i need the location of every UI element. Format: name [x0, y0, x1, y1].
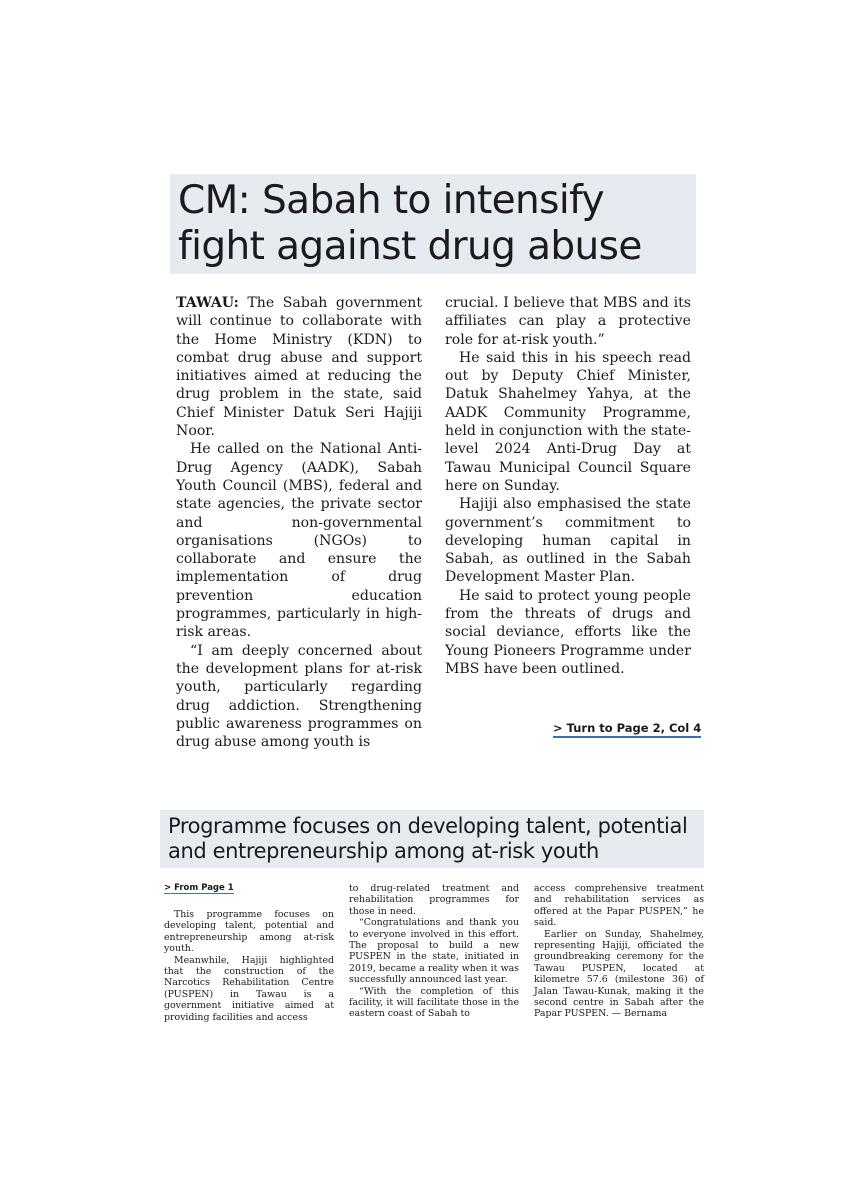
- article-1-paragraph: Hajiji also emphasised the state government’s commitment to developing human capital in Sabah, as outlined in the Sabah Development Master Plan.: [445, 496, 691, 586]
- from-page-label: > From Page 1: [164, 883, 234, 893]
- article-2-paragraph: Meanwhile, Hajiji highlighted that the construction of the Narcotics Rehabilitation Centre (PUSPEN) in Tawau is a government initiative aimed at providing facilities and access: [164, 954, 334, 1023]
- article-2-paragraph: “Congratulations and thank you to everyone involved in this effort. The proposal to build a new PUSPEN in the state, initiated in 2019, became a reality when it was successfully announced last year.: [349, 917, 519, 986]
- article-2-paragraph: This programme focuses on developing talent, potential and entrepreneurship among at-risk youth.: [164, 909, 334, 955]
- article-1-paragraph: He called on the National Anti-Drug Agency (AADK), Sabah Youth Council (MBS), federal and state agencies, the private sector and non-governmental organisations (NGOs) to collaborate and ensure the implementation of drug prevention education programmes, particularly in high-risk areas.: [176, 441, 422, 641]
- article-2-paragraph: access comprehensive treatment and rehabilitation services as offered at the Papar PUSPEN,” he said.: [534, 883, 704, 929]
- article-1-headline-band: [170, 174, 696, 274]
- article-2-paragraph: to drug-related treatment and rehabilitation programmes for those in need.: [349, 883, 519, 917]
- article-1-column-2: [445, 294, 691, 678]
- article-1-paragraph: He said to protect young people from the threats of drugs and social deviance, efforts like the Young Pioneers Programme under MBS have been outlined.: [445, 587, 691, 677]
- article-2-headline: Programme focuses on developing talent, potential and entrepreneurship among at-risk youth: [168, 814, 688, 863]
- article-2-column-1: [164, 909, 334, 1023]
- article-2-headline-band: [160, 810, 704, 868]
- article-2-paragraph: Earlier on Sunday, Shahelmey, representing Hajiji, officiated the groundbreaking ceremony for the Tawau PUSPEN, located at kilometre 57.6 (milestone 36) of Jalan Tawau-Kunak, making it the second centre in Sabah after the Papar PUSPEN. — Bernama: [534, 928, 704, 1020]
- article-2-column-2: [349, 883, 519, 1020]
- article-1-paragraph: crucial. I believe that MBS and its affiliates can play a protective role for at-risk youth.”: [445, 295, 691, 348]
- article-1-lead-text: The Sabah government will continue to collaborate with the Home Ministry (KDN) to combat drug abuse and support initiatives aimed at reducing the drug problem in the state, said Chief Minister Datuk Seri Hajiji Noor.: [176, 295, 422, 440]
- article-1-paragraph: He said this in his speech read out by Deputy Chief Minister, Datuk Shahelmey Yahya, at the AADK Community Programme, held in conjunction with the state-level 2024 Anti-Drug Day at Tawau Municipal Council Square here on Sunday.: [445, 349, 691, 494]
- article-1-paragraph: [176, 294, 422, 440]
- article-2-paragraph: “With the completion of this facility, it will facilitate those in the eastern coast of Sabah to: [349, 985, 519, 1020]
- article-1-headline: CM: Sabah to intensify fight against drug abuse: [178, 178, 642, 269]
- article-1-column-1: [176, 294, 422, 751]
- turn-to-page-link: > Turn to Page 2, Col 4: [553, 721, 701, 738]
- article-2-column-3: [534, 883, 704, 1020]
- dateline: TAWAU:: [176, 295, 239, 311]
- article-1-paragraph: “I am deeply concerned about the development plans for at-risk youth, particularly regarding drug addiction. Strengthening public awareness programmes on drug abuse among youth is: [176, 642, 422, 751]
